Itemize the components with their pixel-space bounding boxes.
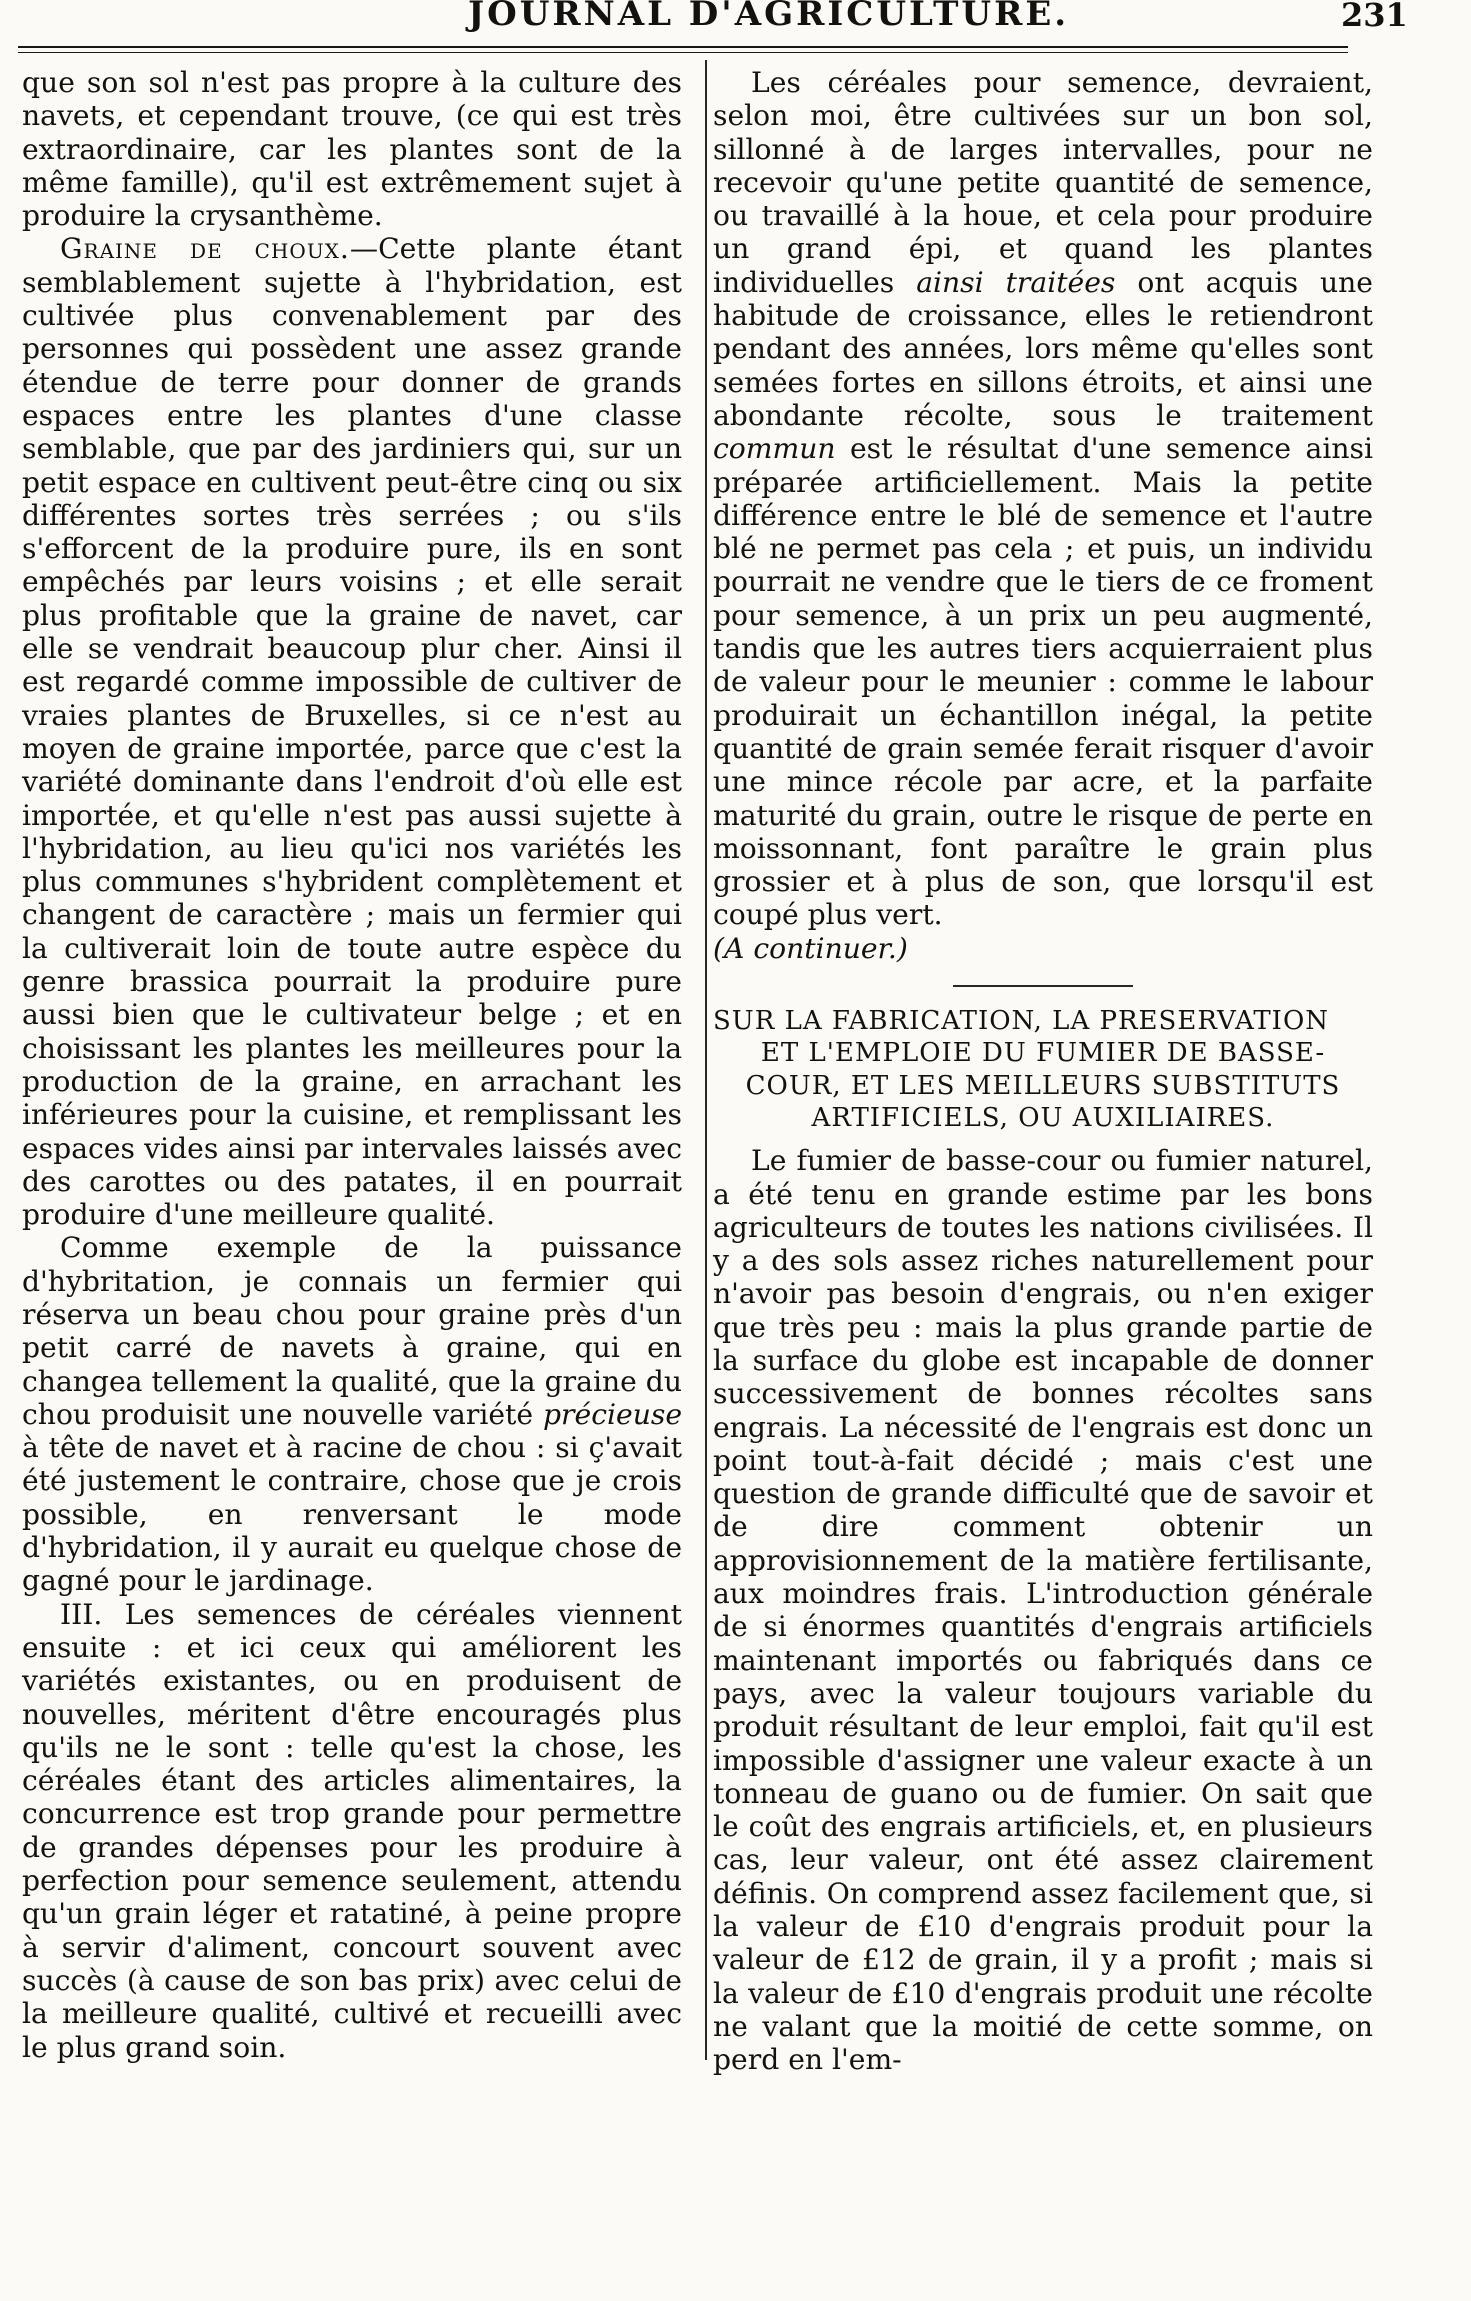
italic-phrase: ainsi traitées — [916, 265, 1116, 299]
column-divider — [705, 60, 707, 2060]
paragraph-text: —Cette plante étant semblablement sujette à l'hybridation, est cultivée plus convenablement par des personnes qui possèdent une assez grande étendue de terre pour donner de grands espaces entre les plantes d'une classe semblable, que par des jardiniers qui, sur un petit espace en cultivent peut-être cinq ou six différentes sortes très serrées ; ou s'ils s'efforcent de la produire pure, ils en sont empêchés par leurs voisins ; et elle serait plus profitable que la graine de navet, car elle se vendrait beaucoup plur cher. Ainsi il est regardé comme impossible de cultiver de vraies plantes de Bruxelles, si ce n'est au moyen de graine importée, parce que c'est la variété dominante dans l'endroit d'où elle est importée, et qu'elle n'est pas aussi sujette à l'hybridation, au lieu qu'ici nos variétés les plus communes s'hybrident complètement et changent de caractère ; mais un fermier qui la cultiverait loin de toute autre espèce du genre brassica pourrait la produire pure aussi bien que le cultivateur belge ; et en choisissant les plantes les meilleures pour la production de la graine, en arrachant les inférieures pour la cuisine, et remplissant les espaces vides ainsi par intervales laissés avec des carottes ou des patates, il en pourrait produire d'une meilleure qualité. — [22, 232, 682, 1232]
text-run: à tête de navet et à racine de chou : si ç'avait été justement le contraire, chose que je crois possible, en renversant le mode d'hybridation, il y aurait eu quelque chose de gagné pour le jardinage. — [22, 1431, 682, 1598]
journal-title: JOURNAL D'AGRICULTURE. — [468, 0, 1070, 34]
italic-word: précieuse — [543, 1397, 682, 1431]
left-column — [22, 66, 682, 2064]
paragraph-cereales: III. Les semences de céréales viennent ensuite : et ici ceux qui améliorent les variétés existantes, ou en produisent de nouvelles, méritent d'être encouragés plus qu'ils ne le sont : telle qu'est la chose, les céréales étant des articles alimentaires, la concurrence est trop grande pour permettre de grandes dépenses pour les produire à perfection pour semence seulement, attendu qu'un grain léger et ratatiné, à peine propre à servir d'aliment, concourt souvent avec succès (à cause de son bas prix) avec celui de la meilleure qualité, cultivé et recueilli avec le plus grand soin. — [22, 1597, 682, 2064]
subheading-graine-de-choux: Graine de choux. — [60, 232, 350, 266]
paragraph-semence — [713, 66, 1373, 932]
paragraph-graine-de-choux — [22, 232, 682, 1231]
paragraph-fumier: Le fumier de basse-cour ou fumier naturel, a été tenu en grande estime par les bons agriculteurs de toutes les nations civilisées. Il y a des sols assez riches naturellement pour n'avoir pas besoin d'engrais, ou n'en exiger que très peu : mais la plus grande partie de la surface du globe est incapable de donner successivement de bonnes récoltes sans engrais. La nécessité de l'engrais est donc un point tout-à-fait décidé ; mais c'est une question de grande difficulté que de savoir et de dire comment obtenir un approvisionnement de la matière fertilisante, aux moindres frais. L'introduction générale de si énormes quantités d'engrais artificiels maintenant importés ou fabriqués dans ce pays, avec la valeur toujours variable du produit résultant de leur emploi, fait qu'il est impossible d'assigner une valeur exacte à un tonneau de guano ou de fumier. On sait que le coût des engrais artificiels, et, en plusieurs cas, leur valeur, ont été assez clairement définis. On comprend assez facilement que, si la valeur de £10 d'engrais produit pour la valeur de £12 de grain, il y a profit ; mais si la valeur de £10 d'engrais produit une récolte ne valant que la moitié de cette somme, on perd en l'em- — [713, 1144, 1373, 2077]
section-heading — [713, 1005, 1373, 1134]
section-divider — [953, 985, 1133, 987]
to-be-continued: (A continuer.) — [713, 931, 908, 965]
paragraph-hybridation-example — [22, 1231, 682, 1597]
text-run: ont acquis une habitude de croissance, elles le retiendront pendant des années, lors même qu'elles sont semées fortes en sillons étroits, et ainsi une abondante récolte, sous le traitement — [713, 265, 1373, 432]
italic-word: commun — [713, 432, 836, 466]
header-rule — [18, 46, 1348, 48]
text-run: Les céréales pour semence, devraient, selon moi, être cultivées sur un bon sol, sillonné à de larges intervalles, pour ne recevoir qu'une petite quantité de semence, ou travaillé à la houe, et cela pour produire un grand épi, et quand les plantes individuelles — [713, 66, 1373, 299]
text-run: Comme exemple de la puissance d'hybritation, je connais un fermier qui réserva un beau chou pour graine près d'un petit carré de navets à graine, qui en changea tellement la qualité, que la graine du chou produisit une nouvelle variété — [22, 1231, 682, 1431]
paragraph-crysantheme: que son sol n'est pas propre à la culture des navets, et cependant trouve, (ce qui est très extraordinaire, car les plantes sont de la même famille), qu'il est extrêmement sujet à produire la crysanthème. — [22, 66, 682, 233]
running-head — [0, 0, 1471, 52]
section-heading-line1: SUR LA FABRICATION, LA PRESERVATION — [713, 1006, 1330, 1037]
right-column — [713, 66, 1373, 2077]
text-run: est le résultat d'une semence ainsi préparée artificiellement. Mais la petite différence entre le blé de semence et l'autre blé ne permet pas cela ; et puis, un individu pourrait ne vendre que le tiers de ce froment pour semence, à un prix un peu augmenté, tandis que les autres tiers acquierraient plus de valeur pour le meunier : comme le labour produirait un échantillon inégal, la petite quantité de grain semée ferait risquer d'avoir une mince récole par acre, et la parfaite maturité du grain, outre le risque de perte en moissonnant, font paraître le grain plus grossier et à plus de son, que lorsqu'il est coupé plus vert. — [713, 432, 1373, 932]
header-rule-thin — [18, 52, 1348, 53]
page-number: 231 — [1341, 0, 1408, 34]
section-heading-rest: ET L'EMPLOIE DU FUMIER DE BASSE-COUR, ET LES MEILLEURS SUBSTITUTS ARTIFICIELS, OU AUXILIAIRES. — [745, 1038, 1341, 1133]
